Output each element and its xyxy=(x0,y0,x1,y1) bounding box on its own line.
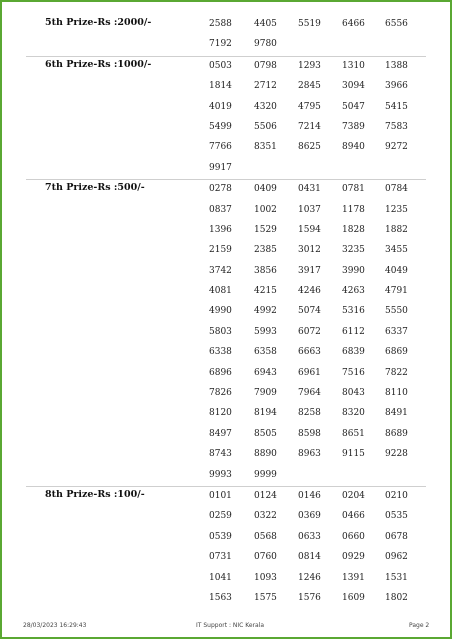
ticket-number: 4320 xyxy=(254,101,277,112)
ticket-number: 8497 xyxy=(209,428,232,439)
number-row xyxy=(26,466,426,486)
ticket-number: 0409 xyxy=(254,184,277,195)
ticket-number: 1563 xyxy=(209,592,232,603)
ticket-number: 1037 xyxy=(298,204,321,215)
prize-label: 5th Prize-Rs :2000/- xyxy=(45,17,152,28)
prize-block xyxy=(26,180,426,487)
ticket-number: 2159 xyxy=(209,245,232,256)
ticket-number: 8963 xyxy=(298,449,321,460)
number-row xyxy=(26,201,426,221)
ticket-number: 8258 xyxy=(298,408,321,419)
prize-label: 7th Prize-Rs :500/- xyxy=(45,182,145,194)
number-row xyxy=(26,323,426,343)
ticket-number: 1828 xyxy=(342,224,365,235)
ticket-number: 0431 xyxy=(298,184,321,195)
ticket-number: 0784 xyxy=(385,184,408,195)
ticket-number: 9780 xyxy=(254,39,277,50)
ticket-number: 7583 xyxy=(385,121,408,132)
ticket-number: 0503 xyxy=(209,60,232,71)
ticket-number: 6839 xyxy=(342,347,365,358)
number-row xyxy=(26,241,426,261)
ticket-number: 3012 xyxy=(298,245,321,256)
ticket-number: 7822 xyxy=(385,367,408,378)
ticket-number: 2588 xyxy=(209,19,232,29)
ticket-number: 1310 xyxy=(342,60,365,71)
ticket-number: 8491 xyxy=(385,408,408,419)
ticket-number: 8194 xyxy=(254,408,277,419)
ticket-number: 0259 xyxy=(209,511,232,522)
number-row xyxy=(26,528,426,548)
ticket-number: 6112 xyxy=(342,326,365,337)
ticket-number: 6466 xyxy=(342,19,365,29)
ticket-number: 0568 xyxy=(254,531,277,542)
ticket-number: 6869 xyxy=(385,347,408,358)
ticket-number: 1293 xyxy=(298,60,321,71)
ticket-number: 5316 xyxy=(342,306,365,317)
ticket-number: 1388 xyxy=(385,60,408,71)
number-row xyxy=(26,404,426,424)
ticket-number: 0814 xyxy=(298,552,321,563)
ticket-number: 0146 xyxy=(298,490,321,501)
ticket-number: 6338 xyxy=(209,347,232,358)
ticket-number: 7766 xyxy=(209,142,232,153)
ticket-number: 3966 xyxy=(385,81,408,92)
ticket-number: 4795 xyxy=(298,101,321,112)
number-row xyxy=(26,221,426,241)
ticket-number: 3917 xyxy=(298,265,321,276)
ticket-number: 4992 xyxy=(254,306,277,317)
ticket-number: 8890 xyxy=(254,449,277,460)
ticket-number: 0731 xyxy=(209,552,232,563)
ticket-number: 0660 xyxy=(342,531,365,542)
ticket-number: 0678 xyxy=(385,531,408,542)
number-row xyxy=(26,343,426,363)
ticket-number: 3094 xyxy=(342,81,365,92)
ticket-number: 0210 xyxy=(385,490,408,501)
ticket-number: 8043 xyxy=(342,388,365,399)
ticket-number: 0633 xyxy=(298,531,321,542)
number-row xyxy=(26,262,426,282)
ticket-number: 7389 xyxy=(342,121,365,132)
ticket-number: 5550 xyxy=(385,306,408,317)
ticket-number: 6556 xyxy=(385,19,408,29)
ticket-number: 4049 xyxy=(385,265,408,276)
ticket-number: 0101 xyxy=(209,490,232,501)
number-row xyxy=(26,384,426,404)
prize-label: 8th Prize-Rs :100/- xyxy=(45,488,145,500)
ticket-number: 1093 xyxy=(254,572,277,583)
ticket-number: 8625 xyxy=(298,142,321,153)
ticket-number: 9228 xyxy=(385,449,408,460)
ticket-number: 6358 xyxy=(254,347,277,358)
ticket-number: 5047 xyxy=(342,101,365,112)
ticket-number: 9115 xyxy=(342,449,365,460)
ticket-number: 0929 xyxy=(342,552,365,563)
number-row xyxy=(26,138,426,158)
ticket-number: 1594 xyxy=(298,224,321,235)
ticket-number: 4990 xyxy=(209,306,232,317)
ticket-number: 3455 xyxy=(385,245,408,256)
number-row xyxy=(26,98,426,118)
ticket-number: 9993 xyxy=(209,469,232,480)
ticket-number: 1575 xyxy=(254,592,277,603)
ticket-number: 9272 xyxy=(385,142,408,153)
ticket-number: 8320 xyxy=(342,408,365,419)
ticket-number: 6943 xyxy=(254,367,277,378)
ticket-number: 5499 xyxy=(209,121,232,132)
ticket-number: 5803 xyxy=(209,326,232,337)
ticket-number: 2712 xyxy=(254,81,277,92)
prize-block xyxy=(26,57,426,180)
ticket-number: 8940 xyxy=(342,142,365,153)
number-row xyxy=(26,159,426,179)
ticket-number: 1041 xyxy=(209,572,232,583)
number-row xyxy=(26,302,426,322)
ticket-number: 2385 xyxy=(254,245,277,256)
ticket-number: 9999 xyxy=(254,469,277,480)
prize-block xyxy=(26,487,426,609)
ticket-number: 1531 xyxy=(385,572,408,583)
ticket-number: 0369 xyxy=(298,511,321,522)
ticket-number: 0781 xyxy=(342,184,365,195)
ticket-number: 4263 xyxy=(342,286,365,297)
ticket-number: 7964 xyxy=(298,388,321,399)
ticket-number: 3742 xyxy=(209,265,232,276)
number-row xyxy=(26,487,426,507)
number-row xyxy=(26,548,426,568)
ticket-number: 7826 xyxy=(209,388,232,399)
ticket-number: 0466 xyxy=(342,511,365,522)
ticket-number: 0124 xyxy=(254,490,277,501)
ticket-number: 6072 xyxy=(298,326,321,337)
ticket-number: 7192 xyxy=(209,39,232,50)
number-row xyxy=(26,77,426,97)
ticket-number: 1529 xyxy=(254,224,277,235)
ticket-number: 1391 xyxy=(342,572,365,583)
prize-table xyxy=(26,15,426,609)
ticket-number: 8689 xyxy=(385,428,408,439)
ticket-number: 8651 xyxy=(342,428,365,439)
ticket-number: 6663 xyxy=(298,347,321,358)
ticket-number: 3235 xyxy=(342,245,365,256)
number-row xyxy=(26,282,426,302)
ticket-number: 4081 xyxy=(209,286,232,297)
ticket-number: 2845 xyxy=(298,81,321,92)
ticket-number: 0278 xyxy=(209,184,232,195)
number-row xyxy=(26,425,426,445)
ticket-number: 8505 xyxy=(254,428,277,439)
footer-page-number: Page 2 xyxy=(409,622,430,629)
ticket-number: 8351 xyxy=(254,142,277,153)
ticket-number: 8743 xyxy=(209,449,232,460)
ticket-number: 0962 xyxy=(385,552,408,563)
ticket-number: 1396 xyxy=(209,224,232,235)
ticket-number: 1882 xyxy=(385,224,408,235)
number-row xyxy=(26,589,426,609)
ticket-number: 1814 xyxy=(209,81,232,92)
ticket-number: 3856 xyxy=(254,265,277,276)
footer-datetime: 28/03/2023 16:29:43 xyxy=(23,622,87,629)
ticket-number: 1235 xyxy=(385,204,408,215)
ticket-number: 3990 xyxy=(342,265,365,276)
ticket-number: 5415 xyxy=(385,101,408,112)
number-row xyxy=(26,35,426,55)
ticket-number: 5506 xyxy=(254,121,277,132)
ticket-number: 6896 xyxy=(209,367,232,378)
number-row xyxy=(26,445,426,465)
ticket-number: 4215 xyxy=(254,286,277,297)
prize-block xyxy=(26,15,426,57)
ticket-number: 1576 xyxy=(298,592,321,603)
footer-support: IT Support : NIC Kerala xyxy=(196,622,265,629)
ticket-number: 7214 xyxy=(298,121,321,132)
number-row xyxy=(26,57,426,77)
ticket-number: 6337 xyxy=(385,326,408,337)
ticket-number: 1609 xyxy=(342,592,365,603)
ticket-number: 7516 xyxy=(342,367,365,378)
ticket-number: 5993 xyxy=(254,326,277,337)
ticket-number: 0535 xyxy=(385,511,408,522)
ticket-number: 1002 xyxy=(254,204,277,215)
ticket-number: 0798 xyxy=(254,60,277,71)
ticket-number: 4019 xyxy=(209,101,232,112)
ticket-number: 8120 xyxy=(209,408,232,419)
ticket-number: 4791 xyxy=(385,286,408,297)
prize-label: 6th Prize-Rs :1000/- xyxy=(45,58,152,70)
ticket-number: 8110 xyxy=(385,388,408,399)
ticket-number: 0204 xyxy=(342,490,365,501)
ticket-number: 5519 xyxy=(298,19,321,29)
ticket-number: 0837 xyxy=(209,204,232,215)
ticket-number: 1246 xyxy=(298,572,321,583)
ticket-number: 9917 xyxy=(209,162,232,173)
number-row xyxy=(26,569,426,589)
ticket-number: 7909 xyxy=(254,388,277,399)
ticket-number: 6961 xyxy=(298,367,321,378)
ticket-number: 8598 xyxy=(298,428,321,439)
ticket-number: 4405 xyxy=(254,19,277,29)
number-row xyxy=(26,507,426,527)
number-row xyxy=(26,118,426,138)
number-row xyxy=(26,180,426,200)
ticket-number: 0322 xyxy=(254,511,277,522)
ticket-number: 0760 xyxy=(254,552,277,563)
ticket-number: 5074 xyxy=(298,306,321,317)
ticket-number: 4246 xyxy=(298,286,321,297)
number-row xyxy=(26,364,426,384)
ticket-number: 0539 xyxy=(209,531,232,542)
number-row xyxy=(26,15,426,35)
ticket-number: 1178 xyxy=(342,204,365,215)
ticket-number: 1802 xyxy=(385,592,408,603)
